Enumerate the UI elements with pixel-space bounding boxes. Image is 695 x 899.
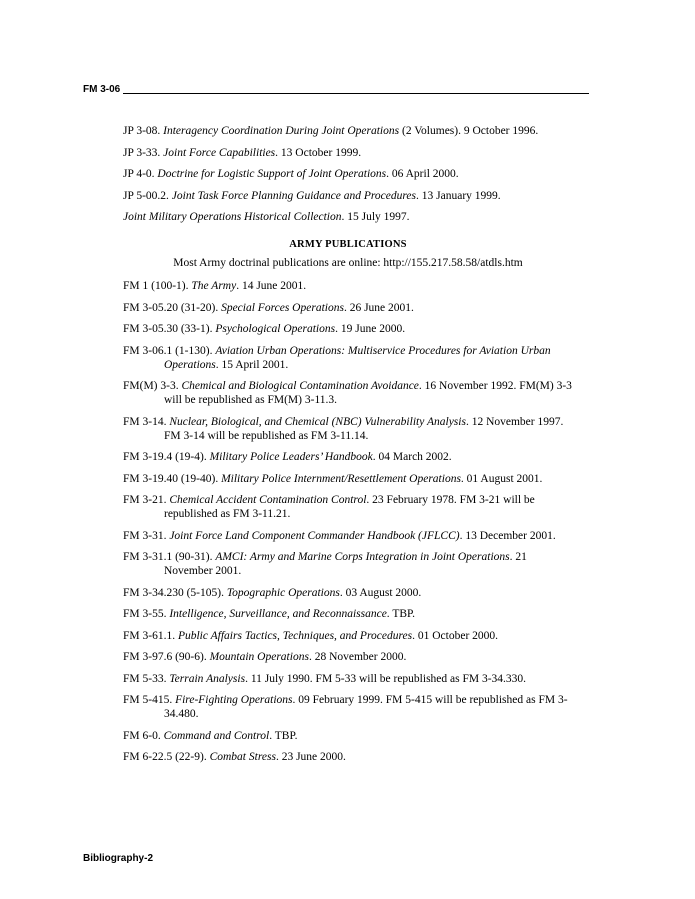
entry-title: Joint Task Force Planning Guidance and Procedures <box>171 189 417 202</box>
entry-title: Interagency Coordination During Joint Operations <box>163 125 400 137</box>
entry-title: Nuclear, Biological, and Chemical (NBC) Vulnerability Analysis <box>169 415 466 428</box>
bibliography-entry <box>123 529 573 543</box>
bibliography-entry <box>123 301 573 315</box>
entry-title: Combat Stress <box>209 751 276 763</box>
entry-title: Doctrine for Logistic Support of Joint Operations <box>157 168 387 180</box>
entry-number: FM 6-22.5 (22-9). <box>123 751 210 763</box>
bibliography-entry <box>123 729 573 743</box>
entry-details: . 28 November 2000. <box>308 651 407 663</box>
entry-number: FM 5-33. <box>123 672 170 685</box>
section-note: Most Army doctrinal publications are online: http://155.217.58.58/atdls.htm <box>173 257 523 269</box>
entry-title: Special Forces Operations <box>221 301 344 314</box>
entry-details: . 01 October 2000. <box>412 629 499 642</box>
bibliography-entry <box>123 210 573 224</box>
entry-number: FM 6-0. <box>123 729 164 742</box>
entry-number: FM 3-05.30 (33-1). <box>123 323 216 335</box>
bibliography-entry <box>123 450 573 464</box>
entry-title: Command and Control <box>163 729 270 742</box>
entry-details: . 15 July 1997. <box>341 211 410 223</box>
entry-title: Chemical Accident Contamination Control <box>169 494 367 506</box>
section-heading: ARMY PUBLICATIONS <box>289 239 407 250</box>
bibliography-entry <box>123 650 573 664</box>
entry-title: Fire-Fighting Operations <box>175 694 293 706</box>
entry-number: FM 5-415. <box>123 694 176 706</box>
bibliography-entry <box>123 586 573 600</box>
bibliography-entry <box>123 629 573 643</box>
entry-number: FM 1 (100-1). <box>123 280 192 292</box>
bibliography-content <box>123 124 573 772</box>
entry-details: . 15 April 2001. <box>215 358 289 371</box>
entry-details: . 01 August 2001. <box>460 472 543 485</box>
entry-number: FM 3-06.1 (1-130). <box>123 344 216 357</box>
entry-details: . 06 April 2000. <box>386 168 459 180</box>
entry-details: . 26 June 2001. <box>343 301 414 314</box>
entry-title: Joint Force Capabilities <box>163 146 276 159</box>
entry-title: Aviation Urban Operations: Multiservice Procedures for Aviation Urban Operations <box>164 344 551 371</box>
page-header <box>83 84 589 96</box>
entry-number: FM 3-55. <box>123 608 170 620</box>
entry-number: FM 3-34.230 (5-105). <box>123 586 227 599</box>
entry-details: . TBP. <box>386 608 416 620</box>
entry-details: . 13 October 1999. <box>275 146 362 159</box>
entry-number: FM 3-61.1. <box>123 629 178 642</box>
entry-number: JP 3-33. <box>123 146 164 159</box>
bibliography-entry <box>123 493 573 521</box>
entry-title: Terrain Analysis <box>169 672 246 685</box>
entry-title: Joint Military Operations Historical Collection <box>123 211 342 223</box>
entry-details: . 04 March 2002. <box>372 451 452 463</box>
entry-title: Joint Force Land Component Commander Handbook (JFLCC) <box>169 529 460 542</box>
entry-details: . 23 June 2000. <box>275 751 346 763</box>
army-publications-list <box>123 279 573 764</box>
entry-details: . 19 June 2000. <box>335 323 406 335</box>
bibliography-entry <box>123 322 573 336</box>
entry-title: Public Affairs Tactics, Techniques, and Procedures <box>177 629 413 642</box>
entry-title: Mountain Operations <box>209 651 309 663</box>
bibliography-entry <box>123 189 573 203</box>
bibliography-entry <box>123 472 573 486</box>
entry-details: . 13 January 1999. <box>416 189 501 202</box>
entry-number: FM 3-19.4 (19-4). <box>123 451 210 463</box>
entry-details: . 03 August 2000. <box>339 586 422 599</box>
document-id: FM 3-06 <box>83 84 124 96</box>
entry-title: AMCI: Army and Marine Corps Integration in Joint Operations <box>215 551 510 563</box>
entry-details: . TBP. <box>269 729 298 742</box>
entry-number: FM 3-19.40 (19-40). <box>123 472 222 485</box>
bibliography-entry <box>123 750 573 764</box>
entry-title: Topographic Operations <box>226 586 340 599</box>
bibliography-entry <box>123 379 573 407</box>
entry-title: Intelligence, Surveillance, and Reconnaissance <box>169 608 387 620</box>
entry-number: JP 4-0. <box>123 168 158 180</box>
entry-number: JP 5-00.2. <box>123 189 172 202</box>
bibliography-entry <box>123 146 573 160</box>
entry-title: Chemical and Biological Contamination Avoidance <box>181 380 419 392</box>
entry-number: FM 3-97.6 (90-6). <box>123 651 210 663</box>
entry-title: Military Police Leaders’ Handbook <box>209 451 373 463</box>
entry-title: Military Police Internment/Resettlement Operations <box>221 472 461 485</box>
entry-number: FM 3-05.20 (31-20). <box>123 301 222 314</box>
entry-details: . 11 July 1990. FM 5-33 will be republished as FM 3-34.330. <box>245 672 527 685</box>
entry-details: . 14 June 2001. <box>236 280 307 292</box>
entry-details: . 12 November 1997. FM 3-14 will be republished as FM 3-11.14. <box>164 415 564 442</box>
entry-title: Psychological Operations <box>215 323 336 335</box>
bibliography-entry <box>123 279 573 293</box>
header-rule <box>123 93 589 94</box>
entry-number: FM(M) 3-3. <box>123 380 182 392</box>
entry-details: . 09 February 1999. FM 5-415 will be republished as FM 3-34.480. <box>164 694 568 720</box>
bibliography-entry <box>123 124 573 138</box>
joint-publications-list <box>123 124 573 224</box>
entry-title: The Army <box>191 280 237 292</box>
entry-number: FM 3-31. <box>123 529 170 542</box>
bibliography-entry <box>123 693 573 721</box>
bibliography-entry <box>123 607 573 621</box>
entry-details: . 23 February 1978. FM 3-21 will be republished as FM 3-11.21. <box>164 494 535 520</box>
page-footer: Bibliography-2 <box>83 853 154 864</box>
bibliography-entry <box>123 167 573 181</box>
entry-number: FM 3-31.1 (90-31). <box>123 551 216 563</box>
entry-details: . 16 November 1992. FM(M) 3-3 will be republished as FM(M) 3-11.3. <box>164 380 572 406</box>
bibliography-entry <box>123 550 573 578</box>
entry-details: . 21 November 2001. <box>164 551 527 577</box>
entry-number: FM 3-21. <box>123 494 170 506</box>
bibliography-entry <box>123 415 573 443</box>
entry-details: . 13 December 2001. <box>459 529 556 542</box>
entry-number: JP 3-08. <box>123 125 164 137</box>
bibliography-entry <box>123 672 573 686</box>
entry-number: FM 3-14. <box>123 415 170 428</box>
bibliography-entry <box>123 344 573 372</box>
entry-details: (2 Volumes). 9 October 1996. <box>399 125 539 137</box>
